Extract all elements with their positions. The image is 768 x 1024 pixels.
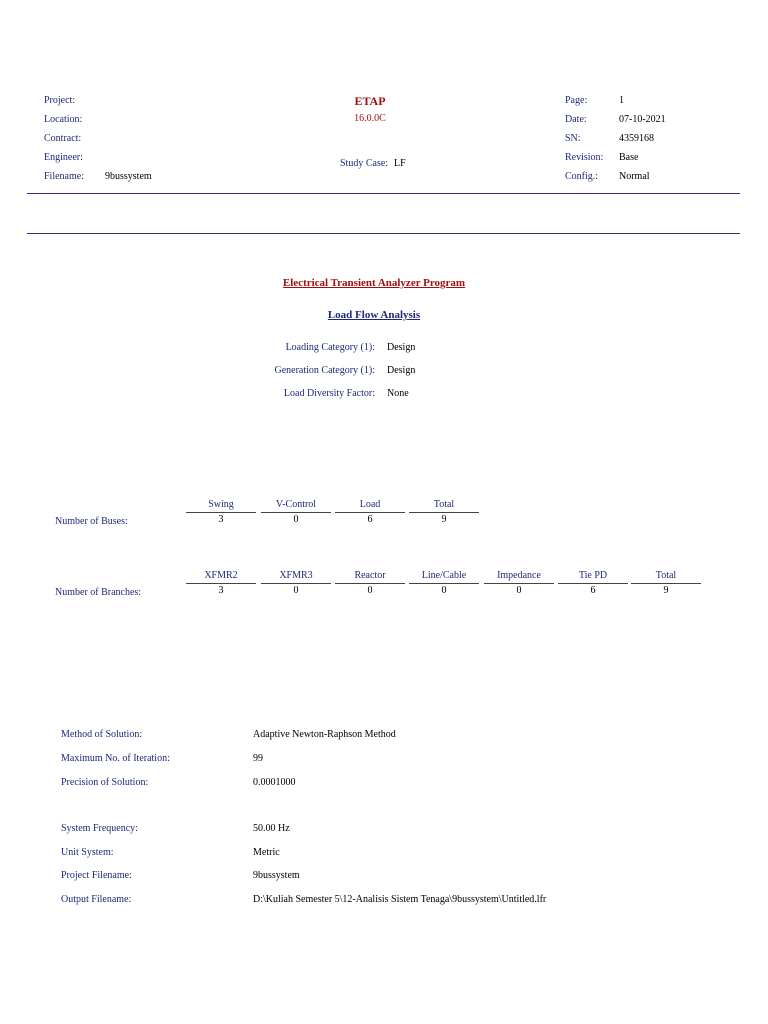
branches-header-tie-pd: Tie PD (578, 570, 608, 581)
branches-underline (261, 583, 331, 584)
branches-underline (409, 583, 479, 584)
engineer-label: Engineer: (44, 152, 83, 163)
precision-value: 0.0001000 (253, 777, 296, 788)
date-label: Date: (565, 114, 587, 125)
buses-underline (335, 512, 405, 513)
system-frequency-label: System Frequency: (61, 823, 138, 834)
analysis-title: Load Flow Analysis (327, 309, 421, 321)
header-divider-top (27, 193, 740, 194)
buses-underline (186, 512, 256, 513)
system-frequency-value: 50.00 Hz (253, 823, 290, 834)
max-iteration-label: Maximum No. of Iteration: (61, 753, 170, 764)
branches-header-impedance: Impedance (497, 570, 541, 581)
branches-header-xfmr3: XFMR3 (279, 570, 313, 581)
buses-header-load: Load (359, 499, 381, 510)
buses-value-v-control: 0 (293, 514, 299, 525)
branches-underline (558, 583, 628, 584)
branches-underline (484, 583, 554, 584)
project-label: Project: (44, 95, 76, 106)
branches-header-reactor: Reactor (354, 570, 386, 581)
buses-value-total: 9 (441, 514, 447, 525)
max-iteration-value: 99 (253, 753, 263, 764)
output-filename-label: Output Filename: (61, 894, 132, 905)
branches-header-line-cable: Line/Cable (421, 570, 467, 581)
filename-value: 9bussystem (105, 171, 152, 182)
buses-header-total: Total (433, 499, 455, 510)
revision-label: Revision: (565, 152, 604, 163)
config-label: Config.: (565, 171, 599, 182)
output-filename-value: D:\Kuliah Semester 5\12-Analisis Sistem Tenaga\9bussystem\Untitled.lfr (253, 894, 547, 905)
page-value: 1 (619, 95, 624, 106)
branches-value-line-cable: 0 (441, 585, 447, 596)
program-title: Electrical Transient Analyzer Program (282, 277, 466, 289)
program-name: ETAP (354, 94, 386, 108)
loading-category-label: Loading Category (1): (285, 342, 375, 353)
filename-label: Filename: (44, 171, 84, 182)
precision-label: Precision of Solution: (61, 777, 149, 788)
branches-value-xfmr3: 0 (293, 585, 299, 596)
branches-underline (186, 583, 256, 584)
buses-underline (261, 512, 331, 513)
project-filename-value: 9bussystem (253, 870, 300, 881)
generation-category-value: Design (387, 365, 416, 376)
location-label: Location: (44, 114, 83, 125)
unit-system-label: Unit System: (61, 847, 114, 858)
branches-underline (631, 583, 701, 584)
header-divider-bottom (27, 233, 740, 234)
study-case-label: Study Case: (340, 158, 389, 169)
sn-label: SN: (565, 133, 581, 144)
branches-underline (335, 583, 405, 584)
generation-category-label: Generation Category (1): (274, 365, 375, 376)
load-diversity-label: Load Diversity Factor: (283, 388, 375, 399)
buses-header-swing: Swing (208, 499, 234, 510)
study-case-value: LF (394, 158, 406, 169)
config-value: Normal (619, 171, 650, 182)
buses-header-v-control: V-Control (275, 499, 317, 510)
loading-category-value: Design (387, 342, 416, 353)
sn-value: 4359168 (619, 133, 654, 144)
branches-value-reactor: 0 (367, 585, 373, 596)
branches-header-xfmr2: XFMR2 (204, 570, 238, 581)
date-value: 07-10-2021 (619, 114, 666, 125)
project-filename-label: Project Filename: (61, 870, 132, 881)
branches-value-tie-pd: 6 (590, 585, 596, 596)
branches-value-xfmr2: 3 (218, 585, 224, 596)
branches-value-impedance: 0 (516, 585, 522, 596)
buses-label: Number of Buses: (55, 516, 128, 527)
branches-label: Number of Branches: (55, 587, 142, 598)
buses-value-swing: 3 (218, 514, 224, 525)
load-diversity-value: None (387, 388, 409, 399)
unit-system-value: Metric (253, 847, 280, 858)
buses-value-load: 6 (367, 514, 373, 525)
branches-value-total: 9 (663, 585, 669, 596)
buses-underline (409, 512, 479, 513)
contract-label: Contract: (44, 133, 82, 144)
method-of-solution-label: Method of Solution: (61, 729, 143, 740)
program-version: 16.0.0C (354, 113, 386, 124)
revision-value: Base (619, 152, 639, 163)
branches-header-total: Total (655, 570, 677, 581)
method-of-solution-value: Adaptive Newton-Raphson Method (253, 729, 396, 740)
page-label: Page: (565, 95, 588, 106)
